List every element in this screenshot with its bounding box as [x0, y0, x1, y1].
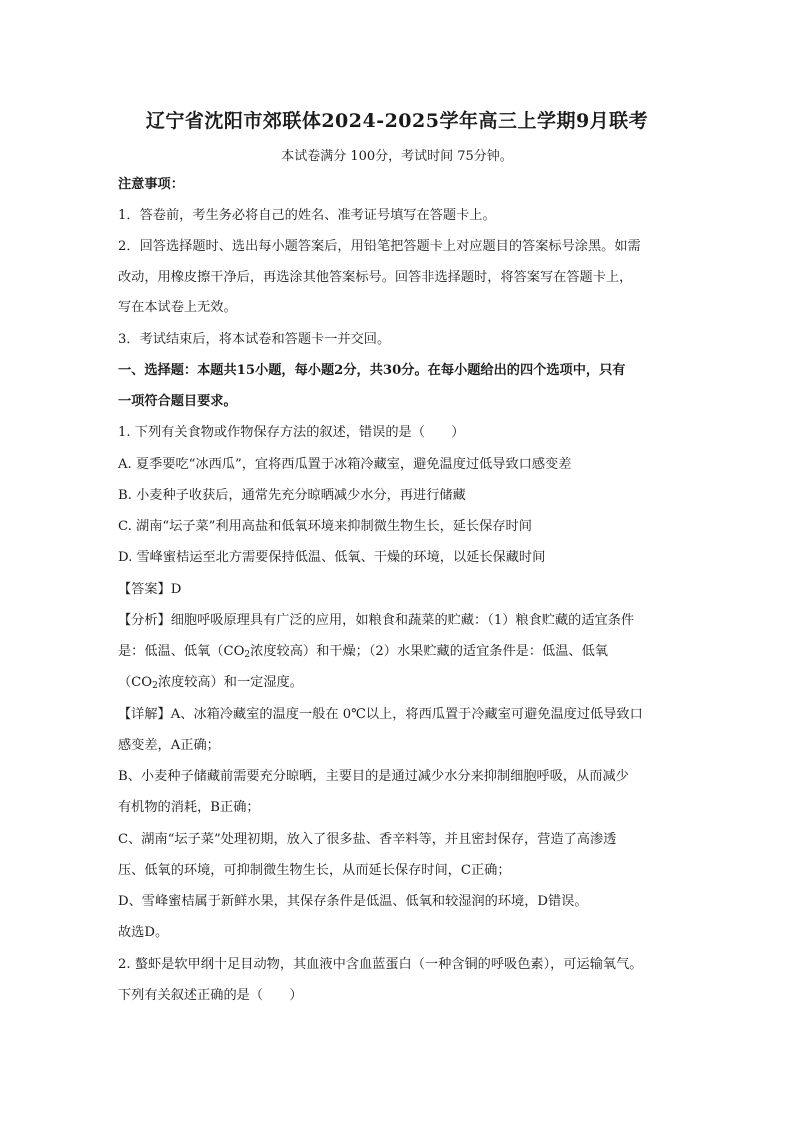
notice-item-3: 3．考试结束后，将本试卷和答题卡一并交回。	[118, 332, 391, 347]
question-1-detail-line-2: 感变差，A正确；	[118, 738, 220, 753]
question-1-option-b: B. 小麦种子收获后，通常先充分晾晒减少水分，再进行储藏	[118, 488, 466, 503]
page-title: 辽宁省沈阳市郊联体2024-2025学年高三上学期9月联考	[145, 110, 649, 132]
question-1-analysis-line-3	[118, 673, 303, 696]
question-1-analysis-line-2	[118, 642, 608, 665]
question-1-option-a: A. 夏季要吃“冰西瓜”，宜将西瓜置于冰箱冷藏室，避免温度过低导致口感变差	[118, 457, 572, 472]
question-1-option-d: D. 雪峰蜜桔运至北方需要保持低温、低氧、干燥的环境，以延长保藏时间	[118, 550, 546, 565]
analysis-text: 是：低温、低氧（CO	[118, 644, 245, 659]
notice-item-2-line-2: 改动，用橡皮擦干净后，再选涂其他答案标号。回答非选择题时，将答案写在答题卡上，	[118, 270, 633, 285]
question-2-stem-line-1: 2. 螯虾是软甲纲十足目动物，其血液中含血蓝蛋白（一种含铜的呼吸色素），可运输氧气。	[118, 957, 643, 972]
question-1-detail-line-3: B、小麦种子储藏前需要充分晾晒，主要目的是通过减少水分来抑制细胞呼吸，从而减少	[118, 769, 629, 784]
question-1-detail-line-5: C、湖南“坛子菜”处理初期，放入了很多盐、香辛料等，并且密封保存，营造了高渗透	[118, 832, 617, 847]
question-1-analysis-line-1: 【分析】细胞呼吸原理具有广泛的应用，如粮食和蔬菜的贮藏：（1）粮食贮藏的适宜条件	[118, 613, 635, 628]
question-1-conclusion: 故选D。	[118, 925, 169, 940]
notice-heading: 注意事项：	[118, 177, 184, 192]
analysis-text: 浓度较高）和一定湿度。	[157, 675, 303, 690]
question-1-option-c: C. 湖南“坛子菜”利用高盐和低氧环境来抑制微生物生长，延长保存时间	[118, 519, 532, 534]
analysis-text: 浓度较高）和干燥；（2）水果贮藏的适宜条件是：低温、低氧	[250, 644, 608, 659]
question-1-detail-line-6: 压、低氧的环境，可抑制微生物生长，从而延长保存时间，C正确；	[118, 863, 511, 878]
notice-item-1: 1．答卷前，考生务必将自己的姓名、准考证号填写在答题卡上。	[118, 208, 496, 223]
question-1-answer: 【答案】D	[118, 582, 182, 597]
co2-subscript: 2	[244, 650, 251, 660]
question-1-detail-line-7: D、雪峰蜜桔属于新鲜水果，其保存条件是低温、低氧和较湿润的环境，D错误。	[118, 894, 588, 909]
notice-item-2-line-1: 2．回答选择题时、选出每小题答案后，用铅笔把答题卡上对应题目的答案标号涂黑。如需	[118, 239, 641, 254]
section-heading-line-1: 一、选择题：本题共15小题，每小题2分，共30分。在每小题给出的四个选项中，只有	[118, 363, 626, 378]
question-1-stem: 1. 下列有关食物或作物保存方法的叙述，错误的是（ ）	[118, 425, 465, 440]
question-1-detail-line-1: 【详解】A、冰箱冷藏室的温度一般在 0℃以上，将西瓜置于冷藏室可避免温度过低导致口	[118, 707, 643, 722]
question-1-detail-line-4: 有机物的消耗，B正确；	[118, 800, 260, 815]
analysis-text: （CO	[118, 675, 153, 690]
section-heading-line-2: 一项符合题目要求。	[118, 394, 237, 409]
question-2-stem-line-2: 下列有关叙述正确的是（ ）	[118, 988, 303, 1003]
co2-subscript: 2	[152, 681, 158, 691]
notice-item-2-line-3: 写在本试卷上无效。	[118, 300, 237, 315]
exam-info: 本试卷满分 100分，考试时间 75分钟。	[281, 149, 513, 164]
